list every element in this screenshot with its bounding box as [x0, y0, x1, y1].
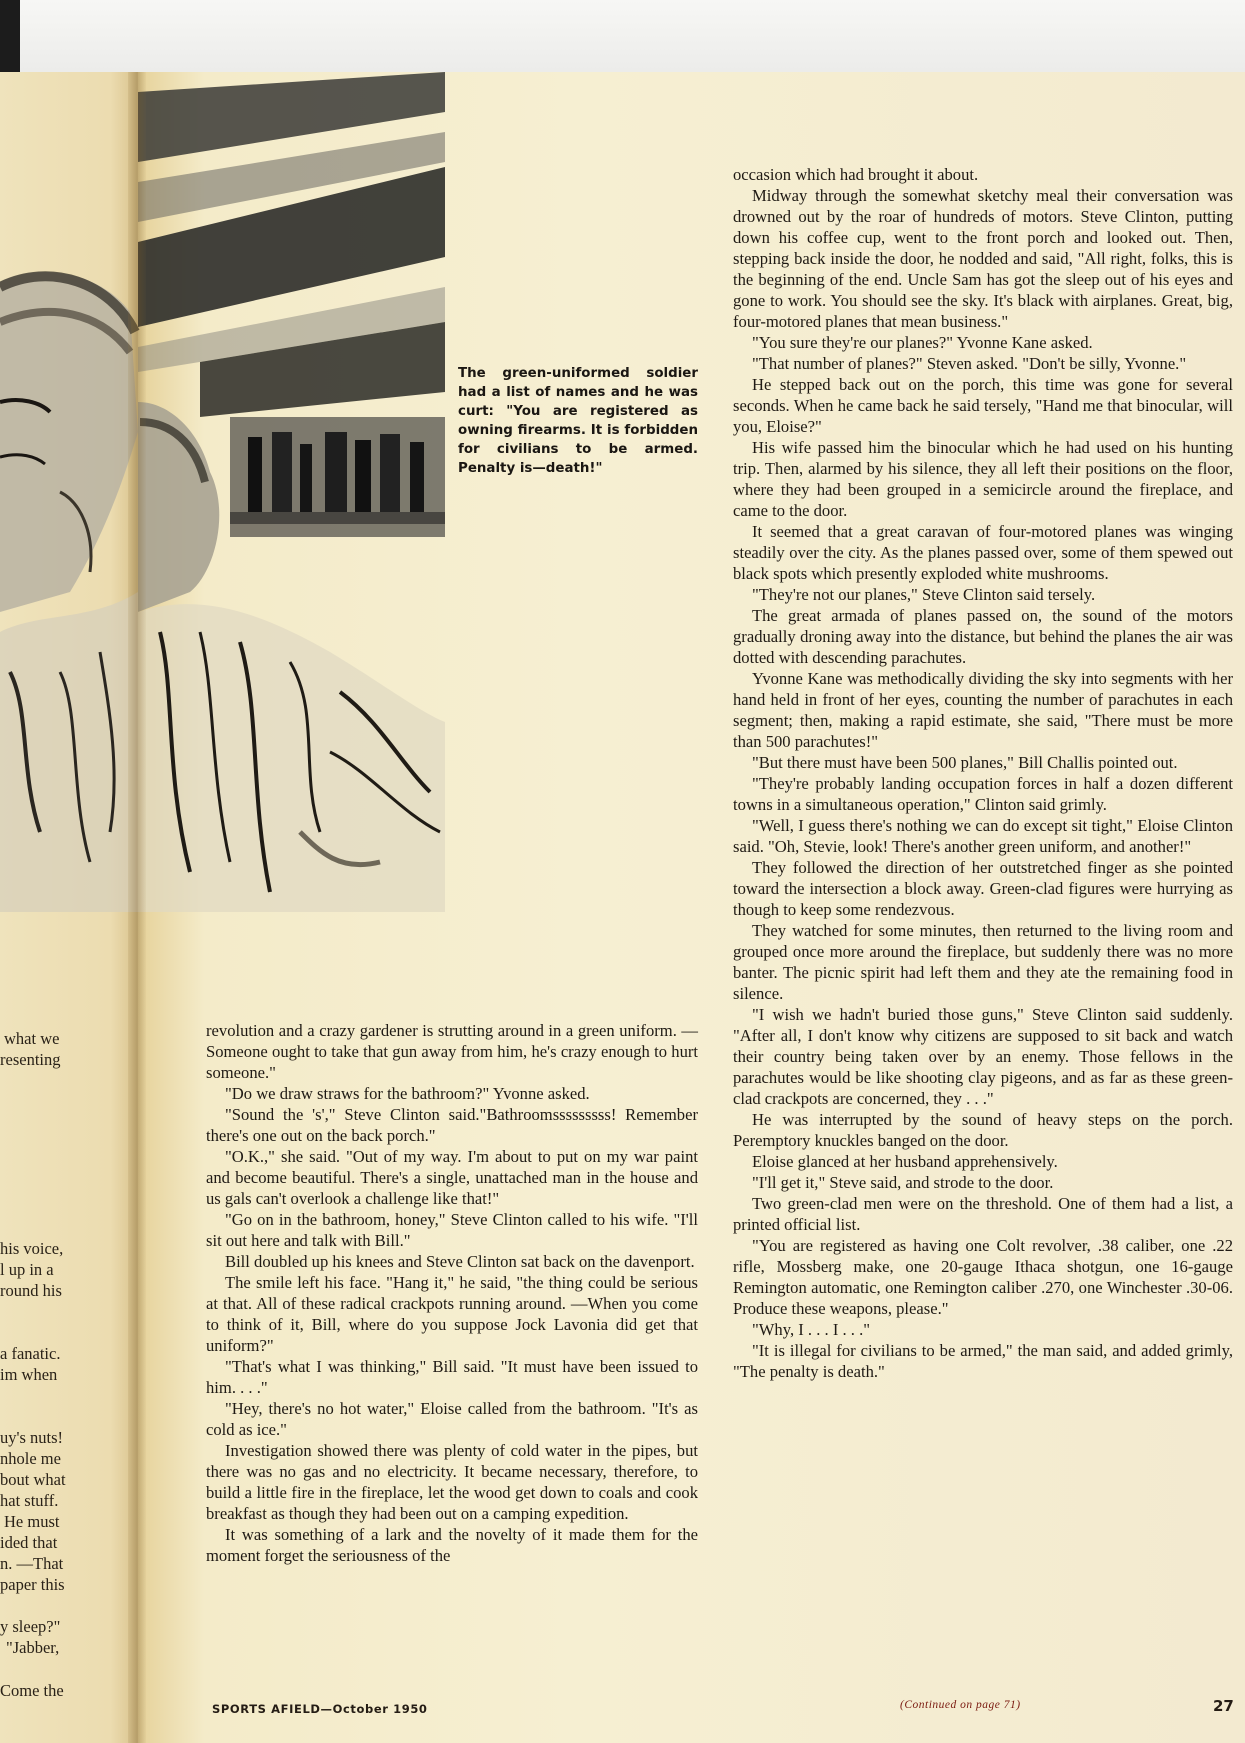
left-fragment: l up in a — [0, 1260, 54, 1279]
paragraph: "They're probably landing occupation forces in half a dozen different towns in a simultaneous operation," Clinton said grimly. — [733, 774, 1233, 814]
paragraph: occasion which had brought it about. — [733, 165, 979, 184]
magazine-footer: SPORTS AFIELD—October 1950 — [212, 1702, 428, 1716]
left-fragment: y sleep?" — [0, 1617, 61, 1636]
paragraph: "Sound the 's'," Steve Clinton said."Bathroomsssssssss! Remember there's one out on the back porch." — [206, 1105, 698, 1145]
paragraph: "It is illegal for civilians to be armed," the man said, and added grimly, "The penalty is death." — [733, 1341, 1233, 1381]
paragraph: Midway through the somewhat sketchy meal their conversation was drowned out by the roar of hundreds of motors. Steve Clinton, putting down his coffee cup, went to the front porch and looked out. Then, stepping back inside the door, he nodded and said, "All right, folks, this is the beginning of the end. Uncle Sam has got the sleep out of his eyes and gone to work. You should see the sky. It's black with airplanes. Great, big, four-motored planes that mean business." — [733, 186, 1233, 331]
scan-dark-corner — [0, 0, 20, 72]
paragraph: "I wish we hadn't buried those guns," Steve Clinton said suddenly. "After all, I don't know why citizens are supposed to sit back and watch their country being taken over by an enemy. Those fellows in the parachutes would be like shooting clay pigeons, and as far as these green-clad crackpots are concerned, they . . ." — [733, 1005, 1233, 1108]
left-fragment: resenting — [0, 1050, 61, 1069]
paragraph: The great armada of planes passed on, the sound of the motors gradually droning away into the distance, but behind the planes the air was dotted with descending parachutes. — [733, 606, 1233, 667]
paragraph: "O.K.," she said. "Out of my way. I'm about to put on my war paint and become beautiful. There's a single, unattached man in the house and us gals can't overlook a challenge like that!" — [206, 1147, 698, 1208]
left-fragment: paper this — [0, 1575, 65, 1594]
left-fragment: round his — [0, 1281, 62, 1300]
page-gutter — [128, 72, 146, 1743]
paragraph: It was something of a lark and the novelty of it made them for the moment forget the seriousness of the — [206, 1525, 698, 1565]
paragraph: He stepped back out on the porch, this time was gone for several seconds. When he came back he said tersely, "Hand me that binocular, will you, Eloise?" — [733, 375, 1233, 436]
left-fragment: hat stuff. — [0, 1491, 59, 1510]
paragraph: "Do we draw straws for the bathroom?" Yvonne asked. — [225, 1084, 590, 1103]
paragraph: Yvonne Kane was methodically dividing the sky into segments with her hand held in front of her eyes, counting the number of parachutes in each segment; then, making a rapid estimate, she said, "There must be more than 500 parachutes!" — [733, 669, 1233, 751]
paragraph: revolution and a crazy gardener is strutting around in a green uniform. —Someone ought to take that gun away from him, he's crazy enough to hurt someone." — [206, 1021, 698, 1082]
paragraph: "You are registered as having one Colt revolver, .38 caliber, one .22 rifle, Mossberg make, one 20-gauge Ithaca shotgun, one 16-gauge Remington automatic, one Remington caliber .270, one Winchester .30-06. Produce these weapons, please." — [733, 1236, 1233, 1318]
left-fragment: n. —That — [0, 1554, 64, 1573]
paragraph: They followed the direction of her outstretched finger as she pointed toward the intersection a block away. Green-clad figures were hurrying as though to keep some rendezvous. — [733, 858, 1233, 919]
paragraph: "Go on in the bathroom, honey," Steve Clinton called to his wife. "I'll sit out here and talk with Bill." — [206, 1210, 698, 1250]
story-column-right — [733, 164, 1233, 1382]
paragraph: "But there must have been 500 planes," Bill Challis pointed out. — [752, 753, 1178, 772]
left-fragment: bout what — [0, 1470, 66, 1489]
paragraph: It seemed that a great caravan of four-motored planes was winging steadily over the city. As the planes passed over, some of them spewed out black spots which presently exploded white mushrooms. — [733, 522, 1233, 583]
left-fragment: uy's nuts! — [0, 1428, 64, 1447]
paragraph: "That number of planes?" Steven asked. "Don't be silly, Yvonne." — [752, 354, 1187, 373]
left-fragment: Come the — [0, 1681, 64, 1700]
left-fragment: what we — [4, 1029, 60, 1048]
left-fragment: a fanatic. — [0, 1344, 61, 1363]
paragraph: Eloise glanced at her husband apprehensively. — [752, 1152, 1058, 1171]
paragraph: His wife passed him the binocular which he had used on his hunting trip. Then, alarmed by his silence, they all left their positions on the floor, where they had been grouped in a semicircle around the fireplace, and came to the door. — [733, 438, 1233, 520]
page-number: 27 — [1213, 1697, 1234, 1715]
paragraph: Investigation showed there was plenty of cold water in the pipes, but there was no gas and no electricity. It became necessary, therefore, to build a little fire in the fireplace, let the wood get down to coals and cook breakfast as though they had been out on a camping expedition. — [206, 1441, 698, 1523]
paragraph: Two green-clad men were on the threshold. One of them had a list, a printed official list. — [733, 1194, 1233, 1234]
left-fragment: "Jabber, — [6, 1638, 60, 1657]
left-fragment: im when — [0, 1365, 58, 1384]
paragraph: "That's what I was thinking," Bill said. "It must have been issued to him. . . ." — [206, 1357, 698, 1397]
paragraph: "Hey, there's no hot water," Eloise called from the bathroom. "It's as cold as ice." — [206, 1399, 698, 1439]
continued-note: (Continued on page 71) — [900, 1699, 1021, 1711]
paragraph: Bill doubled up his knees and Steve Clinton sat back on the davenport. — [225, 1252, 695, 1271]
paragraph: "You sure they're our planes?" Yvonne Kane asked. — [752, 333, 1093, 352]
paragraph: "I'll get it," Steve said, and strode to the door. — [752, 1173, 1054, 1192]
paragraph: "They're not our planes," Steve Clinton said tersely. — [752, 585, 1096, 604]
left-fragment: nhole me — [0, 1449, 61, 1468]
paragraph: He was interrupted by the sound of heavy steps on the porch. Peremptory knuckles banged on the door. — [733, 1110, 1233, 1150]
illustration-caption: The green-uniformed soldier had a list of names and he was curt: "You are registered as owning firearms. It is forbidden for civilians to be armed. Penalty is—death!" — [458, 366, 698, 476]
scan-top-margin — [0, 0, 1245, 72]
paragraph: The smile left his face. "Hang it," he said, "the thing could be serious at that. All of these radical crackpots running around. —When you come to think of it, Bill, where do you suppose Jock Lavonia did get that uniform?" — [206, 1273, 698, 1355]
story-column-middle — [206, 1020, 698, 1566]
left-fragment: ided that — [0, 1533, 58, 1552]
paragraph: "Well, I guess there's nothing we can do except sit tight," Eloise Clinton said. "Oh, Stevie, look! There's another green uniform, and another!" — [733, 816, 1233, 856]
paragraph: "Why, I . . . I . . ." — [752, 1320, 871, 1339]
paragraph: They watched for some minutes, then returned to the living room and grouped once more around the fireplace, but suddenly there was no more banter. The picnic spirit had left them and they ate the remaining food in silence. — [733, 921, 1233, 1003]
left-fragment: his voice, — [0, 1239, 64, 1258]
soldier-illustration — [0, 72, 445, 912]
left-fragment: He must — [4, 1512, 60, 1531]
